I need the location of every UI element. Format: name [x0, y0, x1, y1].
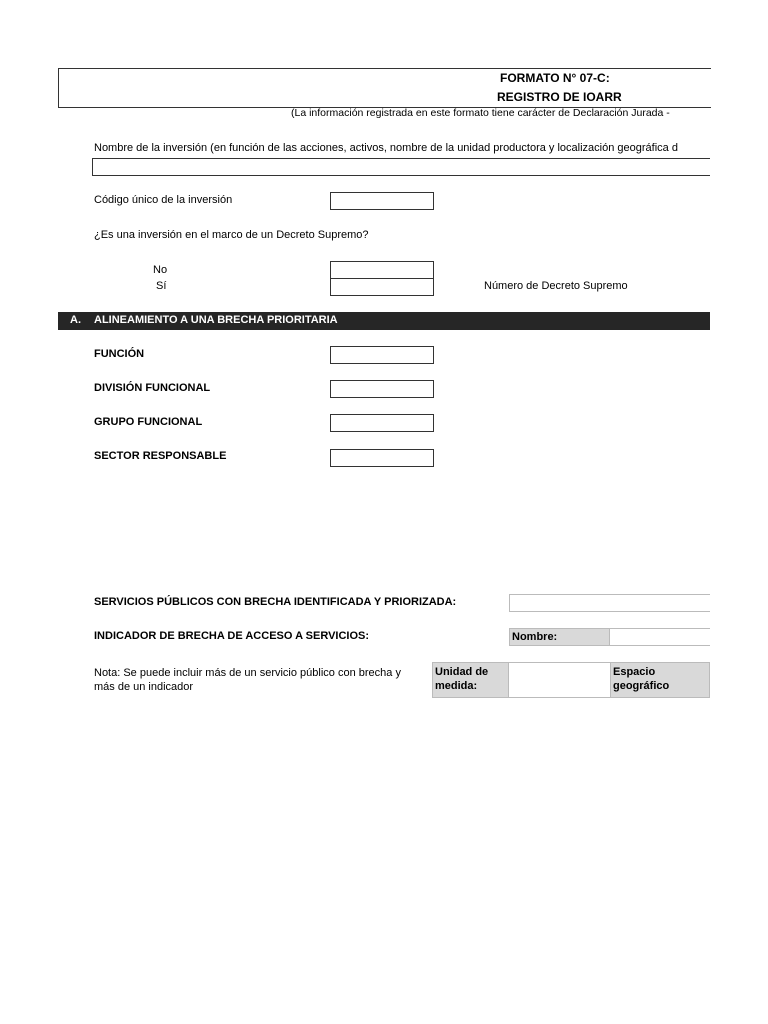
unidad-label-1: Unidad de: [435, 666, 489, 678]
funcion-field[interactable]: [330, 346, 434, 364]
espacio-label-cell: [610, 662, 710, 698]
option-no-label: No: [153, 264, 168, 276]
funcion-label: FUNCIÓN: [94, 348, 145, 360]
nombre-field[interactable]: [610, 628, 710, 646]
nombre-label-cell: [509, 628, 610, 646]
espacio-label-2: geográfico: [613, 680, 670, 692]
unidad-field[interactable]: [509, 662, 610, 698]
investment-name-label: Nombre de la inversión (en función de las acciones, activos, nombre de la unidad productora y localización geográfica d: [94, 142, 678, 154]
sector-label: SECTOR RESPONSABLE: [94, 450, 227, 462]
indicator-label: INDICADOR DE BRECHA DE ACCESO A SERVICIOS:: [94, 630, 370, 642]
investment-name-field[interactable]: [92, 158, 710, 176]
form-title: FORMATO N° 07-C:: [500, 71, 610, 85]
unidad-label-2: medida:: [435, 680, 478, 692]
division-label: DIVISIÓN FUNCIONAL: [94, 382, 211, 394]
services-field[interactable]: [509, 594, 710, 612]
form-subtitle: REGISTRO DE IOARR: [497, 90, 622, 104]
option-yes-label: Sí: [156, 280, 167, 292]
nombre-label: Nombre:: [512, 631, 558, 643]
note-line-2: más de un indicador: [94, 681, 194, 693]
section-a-letter: A.: [70, 314, 81, 326]
decree-question: ¿Es una inversión en el marco de un Decreto Supremo?: [94, 229, 369, 241]
espacio-label-1: Espacio: [613, 666, 656, 678]
sector-field[interactable]: [330, 449, 434, 467]
grupo-label: GRUPO FUNCIONAL: [94, 416, 203, 428]
section-a-bar: [58, 312, 710, 330]
division-field[interactable]: [330, 380, 434, 398]
option-yes-field[interactable]: [330, 278, 434, 296]
investment-code-field[interactable]: [330, 192, 434, 210]
section-a-title: ALINEAMIENTO A UNA BRECHA PRIORITARIA: [94, 314, 338, 326]
decree-number-label: Número de Decreto Supremo: [484, 280, 628, 292]
investment-code-label: Código único de la inversión: [94, 194, 233, 206]
unidad-label-cell: [432, 662, 509, 698]
grupo-field[interactable]: [330, 414, 434, 432]
note-text: [94, 666, 401, 694]
services-label: SERVICIOS PÚBLICOS CON BRECHA IDENTIFICADA Y PRIORIZADA:: [94, 596, 457, 608]
note-line-1: Nota: Se puede incluir más de un servicio público con brecha y: [94, 667, 401, 679]
declaration-note: (La información registrada en este formato tiene carácter de Declaración Jurada -: [291, 107, 670, 119]
option-no-field[interactable]: [330, 261, 434, 279]
